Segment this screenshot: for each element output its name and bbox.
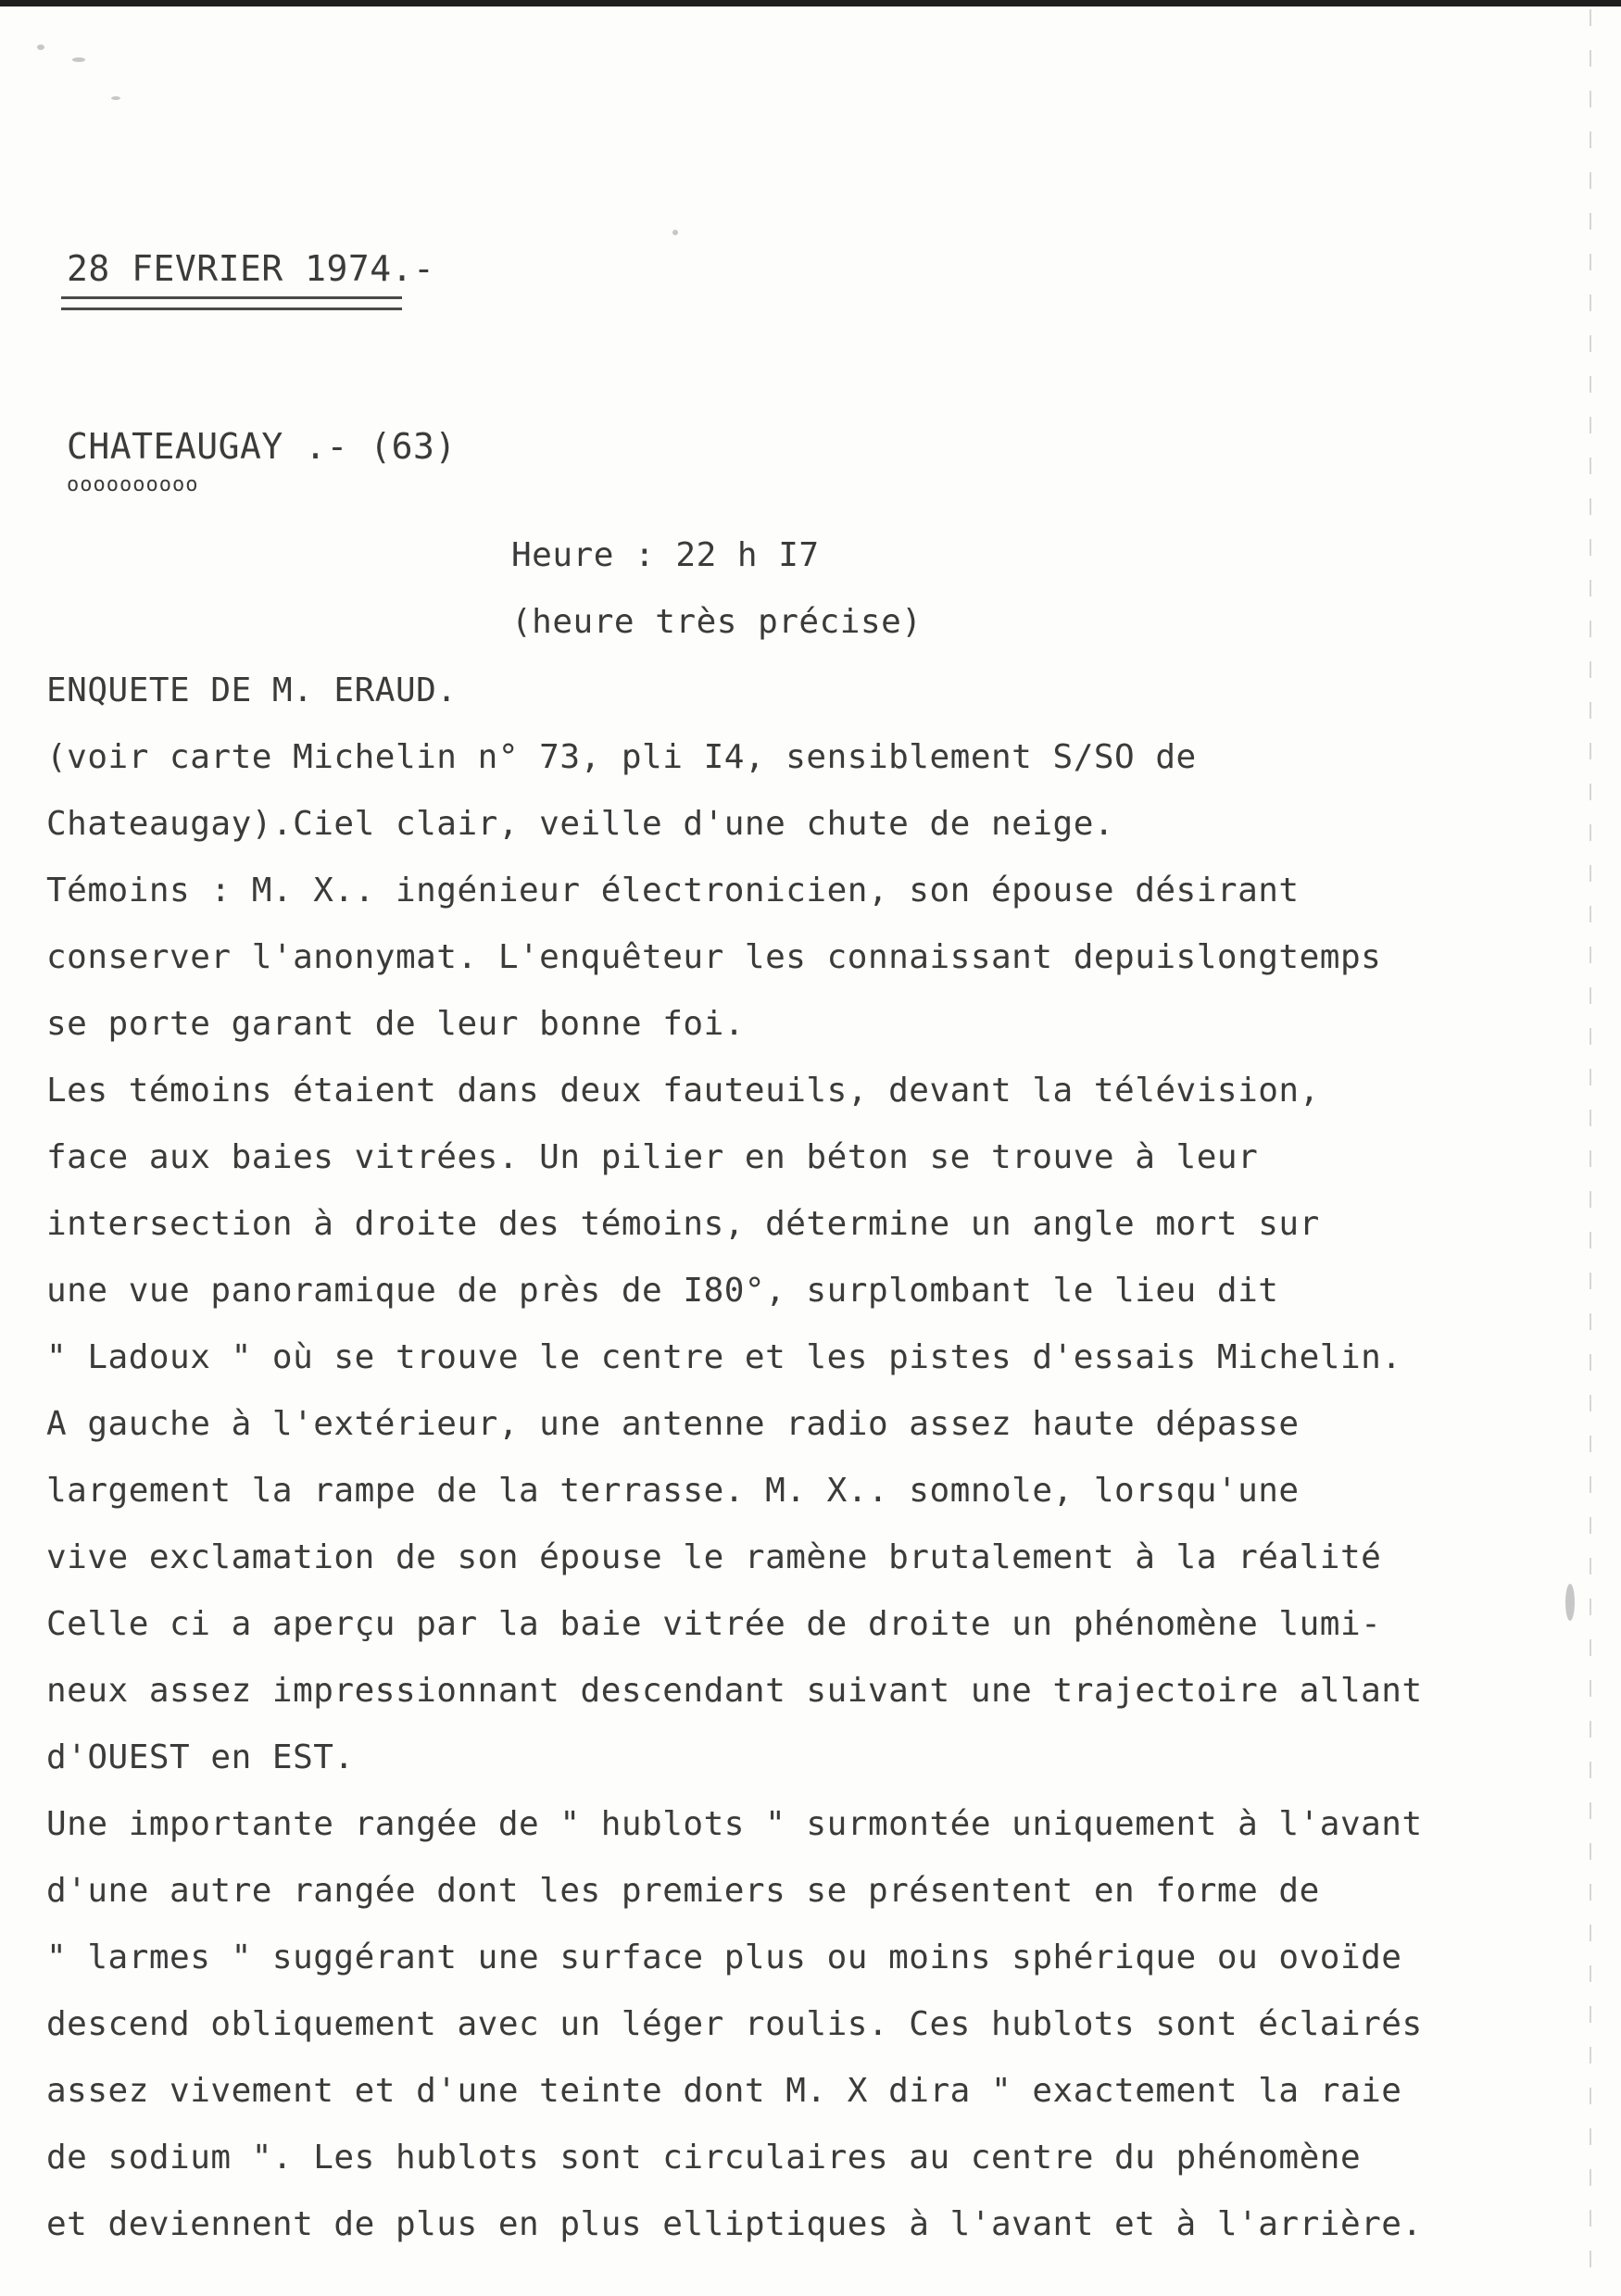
scan-speckle	[72, 57, 85, 62]
body-line: descend obliquement avec un léger roulis. Ces hublots sont éclairés	[46, 2005, 1423, 2043]
scan-speckle	[1565, 1584, 1575, 1621]
body-line: une vue panoramique de près de I80°, surplombant le lieu dit	[46, 1272, 1279, 1310]
scan-top-border	[0, 0, 1621, 6]
body-line: face aux baies vitrées. Un pilier en béton se trouve à leur	[46, 1138, 1259, 1176]
place-heading-underline: oooooooooo	[67, 473, 199, 496]
body-line: assez vivement et d'une teinte dont M. X dira " exactement la raie	[46, 2072, 1402, 2110]
date-heading: 28 FEVRIER 1974.-	[67, 248, 435, 289]
place-heading: CHATEAUGAY .- (63)	[67, 426, 457, 467]
body-line: vive exclamation de son épouse le ramène brutalement à la réalité	[46, 1538, 1382, 1576]
body-line: de sodium ". Les hublots sont circulaires au centre du phénomène	[46, 2139, 1362, 2177]
body-line: neux assez impressionnant descendant suivant une trajectoire allant	[46, 1672, 1423, 1710]
body-line: et deviennent de plus en plus elliptiques à l'avant et à l'arrière.	[46, 2205, 1423, 2243]
body-line: Celle ci a aperçu par la baie vitrée de droite un phénomène lumi-	[46, 1605, 1382, 1643]
body-line: Les témoins étaient dans deux fauteuils, devant la télévision,	[46, 1072, 1320, 1110]
scan-right-edge	[1590, 9, 1591, 2288]
date-heading-underline	[61, 296, 402, 310]
body-line: ENQUETE DE M. ERAUD.	[46, 671, 458, 709]
body-line: Une importante rangée de " hublots " surmontée uniquement à l'avant	[46, 1805, 1423, 1843]
scan-speckle	[111, 96, 120, 100]
body-line: Chateaugay).Ciel clair, veille d'une chute de neige.	[46, 805, 1115, 843]
body-line: Témoins : M. X.. ingénieur électronicien, son épouse désirant	[46, 872, 1300, 910]
body-line: conserver l'anonymat. L'enquêteur les connaissant depuislongtemps	[46, 938, 1382, 976]
body-line: d'une autre rangée dont les premiers se présentent en forme de	[46, 1872, 1320, 1910]
time-note: (heure très précise)	[511, 603, 923, 641]
body-line: A gauche à l'extérieur, une antenne radio assez haute dépasse	[46, 1405, 1300, 1443]
body-line: intersection à droite des témoins, détermine un angle mort sur	[46, 1205, 1320, 1243]
body-line: largement la rampe de la terrasse. M. X.. somnole, lorsqu'une	[46, 1472, 1300, 1510]
body-line: se porte garant de leur bonne foi.	[46, 1005, 745, 1043]
body-line: (voir carte Michelin n° 73, pli I4, sensiblement S/SO de	[46, 738, 1197, 776]
body-line: d'OUEST en EST.	[46, 1738, 355, 1776]
time-line: Heure : 22 h I7	[511, 536, 820, 574]
scan-speckle	[37, 44, 44, 50]
body-line: " Ladoux " où se trouve le centre et les pistes d'essais Michelin.	[46, 1338, 1402, 1376]
scan-speckle	[672, 230, 678, 235]
body-line: " larmes " suggérant une surface plus ou moins sphérique ou ovoïde	[46, 1938, 1402, 1976]
